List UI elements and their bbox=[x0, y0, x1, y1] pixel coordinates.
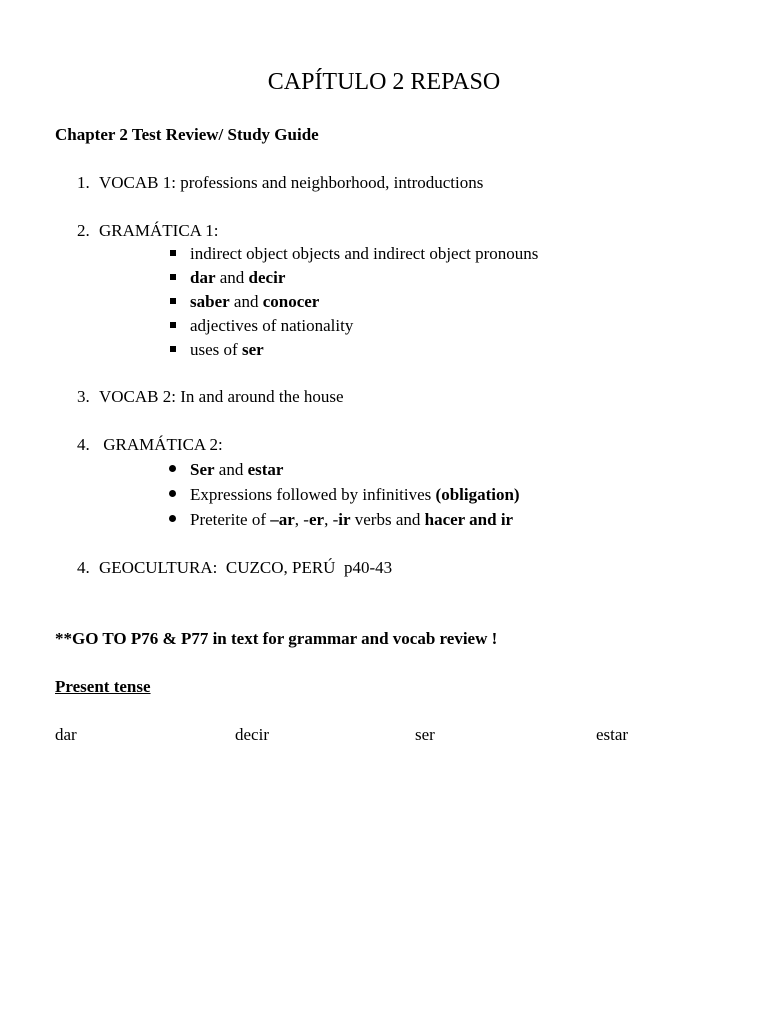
verb-label: ser bbox=[415, 725, 435, 744]
verb-label: dar bbox=[55, 725, 77, 744]
present-tense-heading: Present tense bbox=[55, 677, 151, 696]
section-text: VOCAB 2: In and around the house bbox=[99, 387, 344, 406]
square-bullet-icon bbox=[170, 298, 176, 304]
square-bullet-icon bbox=[170, 274, 176, 280]
round-bullet-icon bbox=[169, 465, 176, 472]
section-3 bbox=[77, 388, 344, 405]
list-item: saber and conocer bbox=[190, 292, 320, 311]
list-item: dar and decir bbox=[190, 268, 286, 287]
list-item: Preterite of –ar, -er, -ir verbs and hacer and ir bbox=[190, 510, 514, 529]
section-number: 1. bbox=[77, 173, 90, 192]
verb-label: estar bbox=[596, 725, 629, 744]
review-note: **GO TO P76 & P77 in text for grammar and vocab review ! bbox=[55, 629, 498, 648]
section-number: 2. bbox=[77, 221, 90, 240]
section-text: GEOCULTURA: CUZCO, PERÚ p40-43 bbox=[99, 558, 393, 577]
section-5 bbox=[77, 559, 392, 576]
list-item: Ser and estar bbox=[190, 460, 284, 479]
page-subtitle: Chapter 2 Test Review/ Study Guide bbox=[55, 125, 319, 144]
round-bullet-icon bbox=[169, 515, 176, 522]
section-1 bbox=[77, 174, 483, 191]
verb-label: decir bbox=[235, 725, 269, 744]
section-text: GRAMÁTICA 2: bbox=[99, 435, 223, 454]
list-item: Expressions followed by infinitives (obligation) bbox=[190, 485, 520, 504]
section-4 bbox=[77, 436, 223, 453]
square-bullet-icon bbox=[170, 346, 176, 352]
section-number: 4. bbox=[77, 435, 90, 454]
list-item: adjectives of nationality bbox=[190, 316, 354, 335]
section-number: 3. bbox=[77, 387, 90, 406]
section-text: VOCAB 1: professions and neighborhood, introductions bbox=[99, 173, 484, 192]
section-2 bbox=[77, 222, 218, 239]
page-title: CAPÍTULO 2 REPASO bbox=[267, 69, 501, 95]
section-text: GRAMÁTICA 1: bbox=[99, 221, 219, 240]
square-bullet-icon bbox=[170, 322, 176, 328]
list-item: indirect object objects and indirect object pronouns bbox=[190, 244, 539, 263]
round-bullet-icon bbox=[169, 490, 176, 497]
section-number: 4. bbox=[77, 558, 90, 577]
list-item: uses of ser bbox=[190, 340, 264, 359]
square-bullet-icon bbox=[170, 250, 176, 256]
